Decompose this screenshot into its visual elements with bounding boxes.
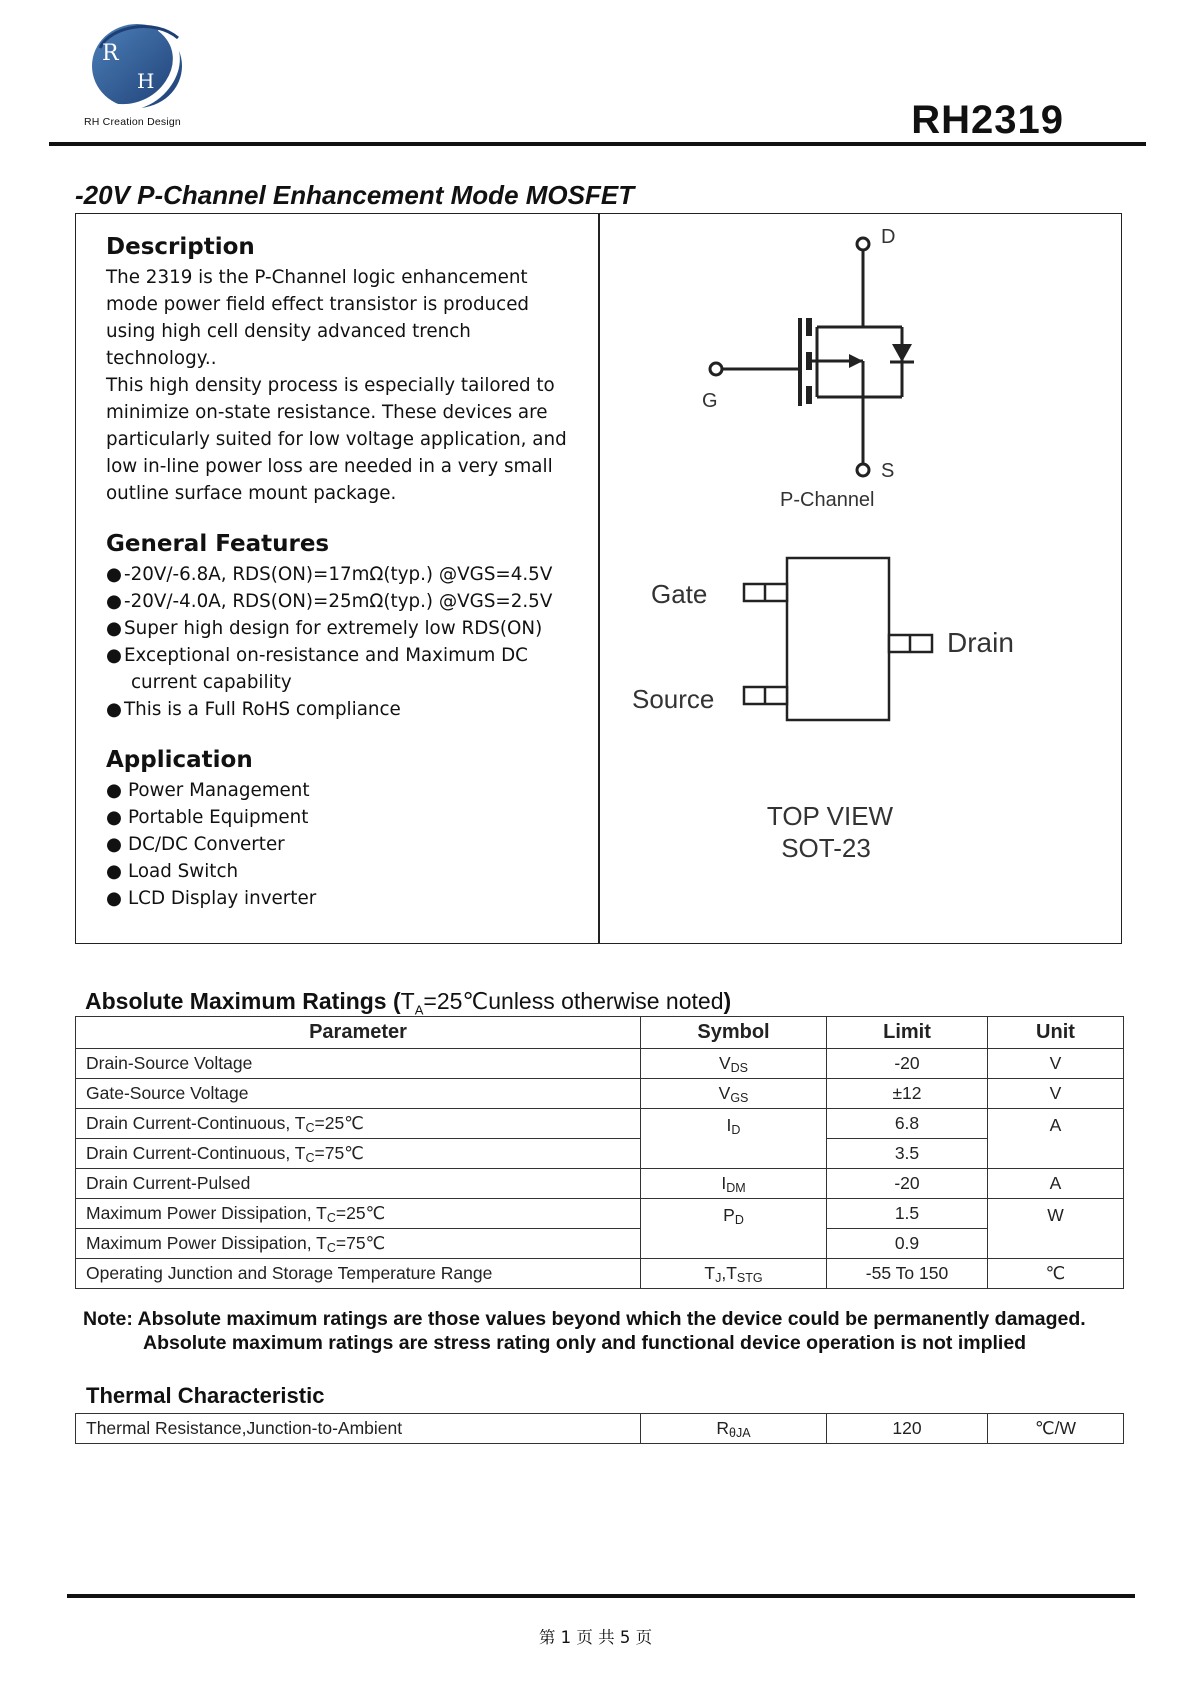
package-pin-gate: Gate (651, 579, 708, 609)
limit-cell: 1.5 (827, 1199, 988, 1229)
feature-text: Exceptional on-resistance and Maximum DC (124, 645, 528, 666)
param-cell: Maximum Power Dissipation, $T_C=25℃$ (76, 1199, 641, 1229)
pin-label-d: D (881, 226, 896, 248)
amr-title (85, 988, 731, 1018)
description-line: technology.. (106, 348, 217, 369)
list-item (106, 831, 576, 858)
part-number: RH2319 (911, 98, 1064, 142)
bullet-icon: ● (106, 807, 122, 828)
note-line-2: Absolute maximum ratings are stress rating only and functional device operation is not implied (143, 1332, 1027, 1354)
param-cell: Drain Current-Continuous, $T_C=75℃$ (76, 1139, 641, 1169)
features-list (106, 561, 576, 723)
page-number: 第 1 页 共 5 页 (538, 1628, 653, 1647)
application-heading: Application (106, 747, 253, 773)
table-row (76, 1169, 1124, 1199)
thermal-table (75, 1413, 1124, 1444)
header-parameter: Parameter (76, 1017, 641, 1049)
package-pin-source: Source (632, 684, 715, 714)
table-row (76, 1414, 1124, 1444)
package-pin-drain: Drain (947, 627, 1014, 658)
mosfet-arrow-icon (849, 354, 863, 368)
limit-cell: 6.8 (827, 1109, 988, 1139)
header-unit: Unit (988, 1017, 1124, 1049)
sot23-package (744, 558, 932, 720)
param-cell: Drain Current-Continuous, $T_C=25℃$ (76, 1109, 641, 1139)
limit-cell: -55 To 150 (827, 1259, 988, 1289)
table-row (76, 1229, 1124, 1259)
application-text: LCD Display inverter (128, 888, 317, 909)
param-cell: Gate-Source Voltage (76, 1079, 641, 1109)
limit-cell: 0.9 (827, 1229, 988, 1259)
application-text: Power Management (128, 780, 310, 801)
bullet-icon: ● (106, 591, 122, 612)
list-item (106, 885, 576, 912)
feature-text: Super high design for extremely low RDS(ON) (124, 618, 543, 639)
list-item (106, 642, 576, 696)
bullet-icon: ● (106, 888, 122, 909)
list-item (106, 804, 576, 831)
symbol-cell: $I_D$ (641, 1109, 827, 1169)
feature-text: -20V/-4.0A, RDS(ON)=25mΩ(typ.) @VGS=2.5V (124, 591, 553, 612)
document-title: -20V P-Channel Enhancement Mode MOSFET (75, 180, 635, 210)
ratings-note (83, 1307, 1086, 1355)
list-item (106, 858, 576, 885)
bullet-icon: ● (106, 780, 122, 801)
description-line: using high cell density advanced trench (106, 321, 471, 342)
features-heading: General Features (106, 531, 330, 557)
application-text: Load Switch (128, 861, 239, 882)
description-line: low in-line power loss are needed in a very small (106, 456, 553, 477)
bullet-icon: ● (106, 645, 122, 666)
bullet-icon: ● (106, 861, 122, 882)
limit-cell: 120 (827, 1414, 988, 1444)
diagram-panel (599, 214, 1122, 945)
overview-box (75, 213, 1122, 944)
param-cell: Thermal Resistance,Junction-to-Ambient (76, 1414, 641, 1444)
param-cell: Maximum Power Dissipation, $T_C=75℃$ (76, 1229, 641, 1259)
footer-rule (67, 1594, 1135, 1598)
list-item (106, 588, 576, 615)
bullet-icon: ● (106, 834, 122, 855)
unit-cell: V (988, 1049, 1124, 1079)
schematic-caption: P-Channel (780, 489, 875, 511)
list-item (106, 561, 576, 588)
pin-label-s: S (881, 460, 895, 482)
table-row (76, 1259, 1124, 1289)
unit-cell: A (988, 1109, 1124, 1169)
description-line: outline surface mount package. (106, 483, 397, 504)
pin-label-g: G (702, 390, 718, 412)
limit-cell: -20 (827, 1169, 988, 1199)
application-text: Portable Equipment (128, 807, 309, 828)
thermal-title: Thermal Characteristic (86, 1383, 325, 1408)
table-row (76, 1049, 1124, 1079)
feature-text-continued: current capability (131, 672, 292, 693)
body-diode-icon (892, 344, 912, 362)
param-cell: Drain-Source Voltage (76, 1049, 641, 1079)
limit-cell: 3.5 (827, 1139, 988, 1169)
symbol-cell: $I_{DM}$ (641, 1169, 827, 1199)
logo-letter-r: R (102, 41, 119, 66)
package-view-label: TOP VIEW (766, 801, 894, 831)
unit-cell: ℃/W (988, 1414, 1124, 1444)
header-rule (49, 142, 1146, 146)
description-line: This high density process is especially tailored to (106, 375, 555, 396)
symbol-cell: $R_{\theta JA}$ (641, 1414, 827, 1444)
limit-cell: ±12 (827, 1079, 988, 1109)
application-text: DC/DC Converter (128, 834, 285, 855)
unit-cell: A (988, 1169, 1124, 1199)
amr-title-main: Absolute Maximum Ratings ( (85, 988, 401, 1014)
list-item (106, 615, 576, 642)
param-cell: Operating Junction and Storage Temperature Range (76, 1259, 641, 1289)
limit-cell: -20 (827, 1049, 988, 1079)
unit-cell: W (988, 1199, 1124, 1259)
bullet-icon: ● (106, 699, 122, 720)
amr-title-condition: =25℃unless otherwise noted (423, 988, 724, 1014)
bullet-icon: ● (106, 618, 122, 639)
description-para2 (106, 372, 576, 507)
symbol-cell: $P_D$ (641, 1199, 827, 1259)
mosfet-schematic (710, 238, 902, 476)
description-para1 (106, 264, 576, 372)
header-symbol: Symbol (641, 1017, 827, 1049)
amr-title-ta: T (400, 988, 415, 1014)
amr-title-ta-sub: A (414, 1002, 424, 1018)
description-heading: Description (106, 234, 255, 260)
application-list (106, 777, 576, 912)
description-line: minimize on-state resistance. These devices are (106, 402, 548, 423)
logo-letter-h: H (137, 69, 155, 93)
list-item (106, 777, 576, 804)
unit-cell: ℃ (988, 1259, 1124, 1289)
amr-table (75, 1016, 1124, 1289)
logo-text: RH Creation Design (84, 116, 181, 128)
feature-text: -20V/-6.8A, RDS(ON)=17mΩ(typ.) @VGS=4.5V (124, 564, 553, 585)
table-row (76, 1139, 1124, 1169)
list-item (106, 696, 576, 723)
header-limit: Limit (827, 1017, 988, 1049)
package-type-label: SOT-23 (781, 833, 871, 863)
description-line: particularly suited for low voltage application, and (106, 429, 567, 450)
table-header-row (76, 1017, 1124, 1049)
overview-text-column (106, 232, 576, 912)
symbol-cell: $V_{GS}$ (641, 1079, 827, 1109)
table-row (76, 1199, 1124, 1229)
symbol-cell: $V_{DS}$ (641, 1049, 827, 1079)
bullet-icon: ● (106, 564, 122, 585)
unit-cell: V (988, 1079, 1124, 1109)
feature-text: This is a Full RoHS compliance (124, 699, 401, 720)
symbol-cell: $T_J,T_{STG}$ (641, 1259, 827, 1289)
table-row (76, 1079, 1124, 1109)
description-line: The 2319 is the P-Channel logic enhancement (106, 267, 528, 288)
table-row (76, 1109, 1124, 1139)
param-cell: Drain Current-Pulsed (76, 1169, 641, 1199)
amr-title-close: ) (723, 988, 732, 1014)
note-line-1: Note: Absolute maximum ratings are those values beyond which the device could be permanently damaged. (83, 1308, 1086, 1330)
description-line: mode power field effect transistor is produced (106, 294, 530, 315)
